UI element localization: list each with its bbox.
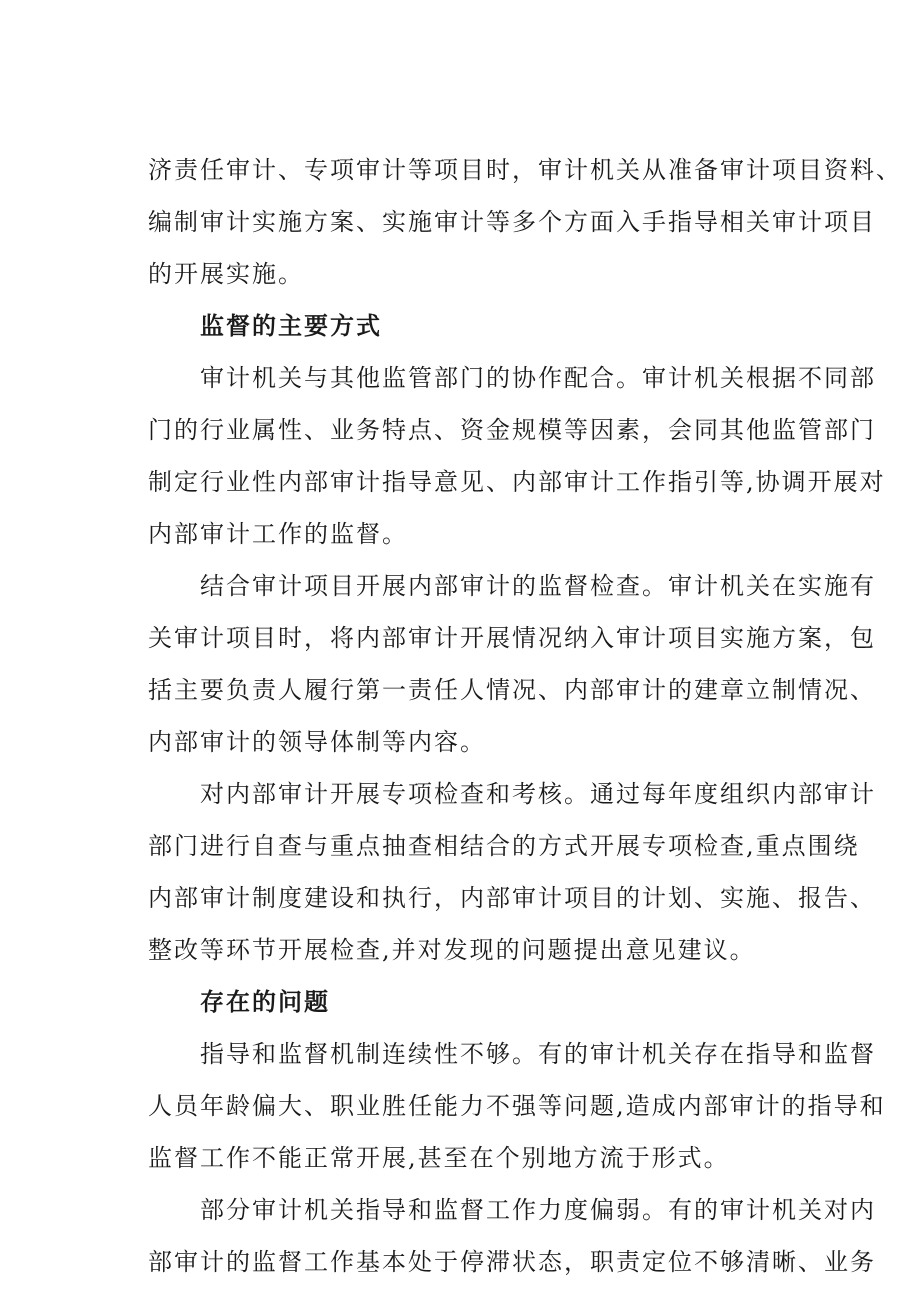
- paragraph-line: 门的行业属性、业务特点、资金规模等因素，会同其他监管部门: [148, 416, 876, 444]
- paragraph-line: 对内部审计开展专项检查和考核。通过每年度组织内部审计: [200, 780, 876, 808]
- paragraph-line: 制定行业性内部审计指导意见、内部审计工作指引等,协调开展对: [148, 468, 886, 496]
- paragraph-line: 结合审计项目开展内部审计的监督检查。审计机关在实施有: [200, 572, 876, 600]
- paragraph-line: 的开展实施。: [148, 260, 304, 288]
- paragraph-line: 监督工作不能正常开展,甚至在个别地方流于形式。: [148, 1144, 730, 1172]
- paragraph-line: 内部审计制度建设和执行，内部审计项目的计划、实施、报告、: [148, 884, 876, 912]
- paragraph-line: 指导和监督机制连续性不够。有的审计机关存在指导和监督: [200, 1040, 876, 1068]
- paragraph-line: 内部审计工作的监督。: [148, 520, 408, 548]
- paragraph-line: 部审计的监督工作基本处于停滞状态，职责定位不够清晰、业务: [148, 1248, 876, 1276]
- section-heading: 监督的主要方式: [200, 312, 382, 340]
- paragraph-line: 整改等环节开展检查,并对发现的问题提出意见建议。: [148, 936, 756, 964]
- paragraph-line: 内部审计的领导体制等内容。: [148, 728, 486, 756]
- paragraph-line: 人员年龄偏大、职业胜任能力不强等问题,造成内部审计的指导和: [148, 1092, 886, 1120]
- paragraph-line: 括主要负责人履行第一责任人情况、内部审计的建章立制情况、: [148, 676, 876, 704]
- paragraph-line: 审计机关与其他监管部门的协作配合。审计机关根据不同部: [200, 364, 876, 392]
- paragraph-line: 部分审计机关指导和监督工作力度偏弱。有的审计机关对内: [200, 1196, 876, 1224]
- paragraph-line: 关审计项目时，将内部审计开展情况纳入审计项目实施方案，包: [148, 624, 876, 652]
- document-body: [148, 148, 902, 1292]
- section-heading: 存在的问题: [200, 988, 330, 1016]
- paragraph-line: 济责任审计、专项审计等项目时，审计机关从准备审计项目资料、: [148, 156, 902, 184]
- paragraph-line: 部门进行自查与重点抽查相结合的方式开展专项检查,重点围绕: [148, 832, 860, 860]
- paragraph-line: 编制审计实施方案、实施审计等多个方面入手指导相关审计项目: [148, 208, 876, 236]
